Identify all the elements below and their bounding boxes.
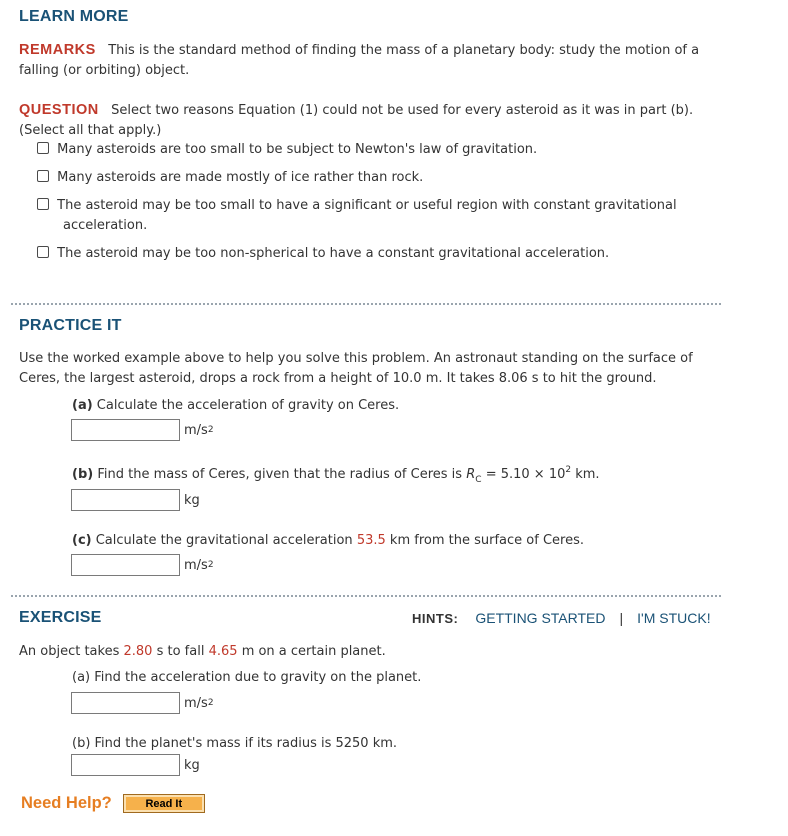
option-1[interactable] [37,140,537,160]
checkbox-option-2[interactable] [37,170,49,182]
option-4-label: The asteroid may be too non-spherical to have a constant gravitational acceleration. [57,246,610,261]
exercise-b-prompt: (b) Find the planet's mass if its radius is 5250 km. [72,736,398,751]
practice-c-input[interactable] [71,554,179,576]
exercise-a-prompt: (a) Find the acceleration due to gravity on the planet. [72,670,422,685]
practice-c-unit: m/s 2 [179,554,214,576]
practice-c-prompt [72,531,584,551]
exercise-a-unit-text: m/s [184,695,208,711]
exercise-b-answer [71,754,200,776]
checkbox-option-1[interactable] [37,142,49,154]
practice-c-label: (c) [72,533,92,548]
hints-label: HINTS: [412,610,459,626]
exercise-heading: EXERCISE [19,609,102,626]
checkbox-option-3[interactable] [37,198,49,210]
practice-b-value-unit: km. [575,467,600,482]
remarks-text-line1: This is the standard method of finding the mass of a planetary body: study the motion of a [108,43,700,58]
practice-c-text-before: Calculate the gravitational acceleration [95,533,353,548]
question-text-line1: Select two reasons Equation (1) could not be used for every asteroid as it was in part (b). [111,103,694,118]
practice-b-input[interactable] [71,489,179,511]
practice-b-symbol: R [466,467,476,482]
option-3[interactable] [37,196,677,236]
read-it-button[interactable]: Read It [123,794,205,813]
option-2-label: Many asteroids are made mostly of ice rather than rock. [57,170,424,185]
practice-b-value-exp: 2 [565,465,572,475]
practice-a-label: (a) [72,398,93,413]
practice-b-unit: kg [179,489,200,511]
practice-a-input[interactable] [71,419,179,441]
divider-2 [11,595,721,597]
practice-a-prompt [72,396,399,416]
checkbox-option-4[interactable] [37,246,49,258]
exercise-intro-mid: s to fall [156,644,205,659]
hint-separator: | [619,610,624,626]
practice-c-text-after: km from the surface of Ceres. [389,533,584,548]
exercise-intro-before: An object takes [19,644,120,659]
exercise-a-answer [71,692,214,714]
option-3-label: The asteroid may be too small to have a significant or useful region with constant gravitational [57,198,677,213]
option-4[interactable] [37,244,609,264]
practice-intro [19,349,739,389]
learn-more-heading: LEARN MORE [19,8,129,25]
practice-b-label: (b) [72,467,94,482]
exercise-intro-after: m on a certain planet. [241,644,386,659]
exercise-a-input[interactable] [71,692,179,714]
practice-intro-line1: Use the worked example above to help you solve this problem. An astronaut standing on the surface of [19,351,693,366]
practice-intro-line2: Ceres, the largest asteroid, drops a rock from a height of 10.0 m. It takes 8.06 s to hit the ground. [19,371,657,386]
practice-heading: PRACTICE IT [19,317,122,334]
exercise-a-unit: m/s 2 [179,692,214,714]
option-2[interactable] [37,168,423,188]
practice-b-prompt [72,465,600,485]
practice-b-value: = 5.10 × 10 [485,467,566,482]
option-3-label-cont: acceleration. [63,218,148,233]
practice-a-answer [71,419,214,441]
hint-getting-started-link[interactable]: GETTING STARTED [475,610,606,626]
exercise-dist-value: 4.65 [208,644,238,659]
remarks-label: REMARKS [19,42,96,58]
practice-c-value: 53.5 [356,533,386,548]
hints-bar [412,610,711,626]
practice-b-symbol-sub: C [475,475,482,485]
question-text-line2: (Select all that apply.) [19,123,162,138]
exercise-intro [19,642,386,662]
need-help-label: Need Help? [21,794,112,812]
need-help-bar [21,794,205,813]
question-label: QUESTION [19,102,99,118]
exercise-time-value: 2.80 [123,644,153,659]
practice-c-answer [71,554,214,576]
exercise-b-unit: kg [179,754,200,776]
option-1-label: Many asteroids are too small to be subject to Newton's law of gravitation. [57,142,538,157]
divider-1 [11,303,721,305]
exercise-b-input[interactable] [71,754,179,776]
hint-stuck-link[interactable]: I'M STUCK! [637,610,711,626]
practice-b-answer [71,489,200,511]
practice-a-text: Calculate the acceleration of gravity on Ceres. [96,398,400,413]
practice-c-unit-text: m/s [184,557,208,573]
remarks-block [19,40,739,81]
question-block [19,100,739,141]
practice-a-unit: m/s 2 [179,419,214,441]
remarks-text-line2: falling (or orbiting) object. [19,63,190,78]
practice-b-text: Find the mass of Ceres, given that the radius of Ceres is [97,467,463,482]
practice-a-unit-text: m/s [184,422,208,438]
